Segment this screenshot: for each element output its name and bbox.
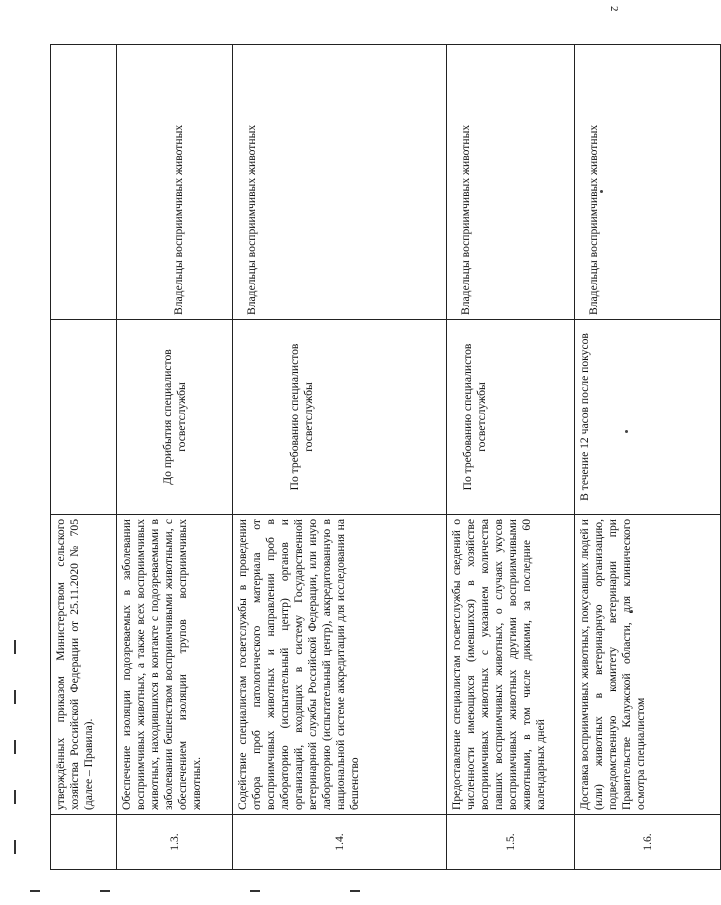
timing-text xyxy=(51,320,117,515)
rotated-table-container xyxy=(50,45,654,870)
measure-text: утверждённых приказом Министерством сельского хозяйства Российской Федерации от 25.11.2020 № 705 (далее – Правила). xyxy=(51,515,117,815)
row-number: 1.5. xyxy=(447,815,575,870)
scan-mark xyxy=(100,890,110,892)
scan-mark xyxy=(14,640,16,654)
row-number xyxy=(51,815,117,870)
responsible-text: Владельцы восприимчивых животных xyxy=(447,45,575,320)
table-row xyxy=(51,45,117,870)
row-number: 1.3. xyxy=(117,815,233,870)
timing-text: До прибытия специалистов госветслужбы xyxy=(117,320,233,515)
timing-text: По требованию специалистов госветслужбы xyxy=(447,320,575,515)
page-number: 2 xyxy=(608,6,620,12)
timing-text: В течение 12 часов после покусов xyxy=(575,320,721,515)
scan-mark xyxy=(14,690,16,704)
scan-mark xyxy=(14,790,16,804)
table-row xyxy=(233,45,447,870)
measure-text: Обеспечение изоляции подозреваемых в заболевании восприимчивых животных, а также всех восприимчивых животных, находившихся в контакте с подозреваемыми в заболевании бешенством восприимчивыми животными, с обеспечением изоляции трупов восприимчивых животных. xyxy=(117,515,233,815)
measure-text: Содействие специалистам госветслужбы в проведении отбора проб патологического материала от восприимчивых животных и направлении проб в лабораторию (испытательный центр) органов и организаций, входящих в систему Государственной ветеринарной службы Российской Федерации, или иную лабораторию (испытательный центр), аккредитованную в национальной системе аккредитации для исследования на бешенство xyxy=(233,515,447,815)
scan-mark xyxy=(14,740,16,754)
responsible-text: Владельцы восприимчивых животных xyxy=(117,45,233,320)
row-number: 1.4. xyxy=(233,815,447,870)
table-row xyxy=(575,45,721,870)
scan-mark xyxy=(250,890,260,892)
responsible-text: Владельцы восприимчивых животных xyxy=(575,45,721,320)
timing-text: По требованию специалистов госветслужбы xyxy=(233,320,447,515)
row-number: 1.6. xyxy=(575,815,721,870)
measure-text: Предоставление специалистам госветслужбы сведений о численности имеющихся (имевшихся) в хозяйстве восприимчивых животных с указанием количества павших восприимчивых животных, о случаях укусов восприимчивых животных другими восприимчивыми животными, в том числе дикими, за последние 60 календарных дней xyxy=(447,515,575,815)
scan-mark xyxy=(350,890,360,892)
measure-text: Доставка восприимчивых животных, покусавших людей и (или) животных в ветеринарную организацию, подведомственную комитету ветеринарии при Правительстве Калужской области, для клинического осмотра специалистом xyxy=(575,515,721,815)
responsible-text xyxy=(51,45,117,320)
measures-table xyxy=(50,44,721,870)
table-row xyxy=(117,45,233,870)
scan-mark xyxy=(14,840,16,854)
table-row xyxy=(447,45,575,870)
responsible-text: Владельцы восприимчивых животных xyxy=(233,45,447,320)
scan-mark xyxy=(30,890,40,892)
